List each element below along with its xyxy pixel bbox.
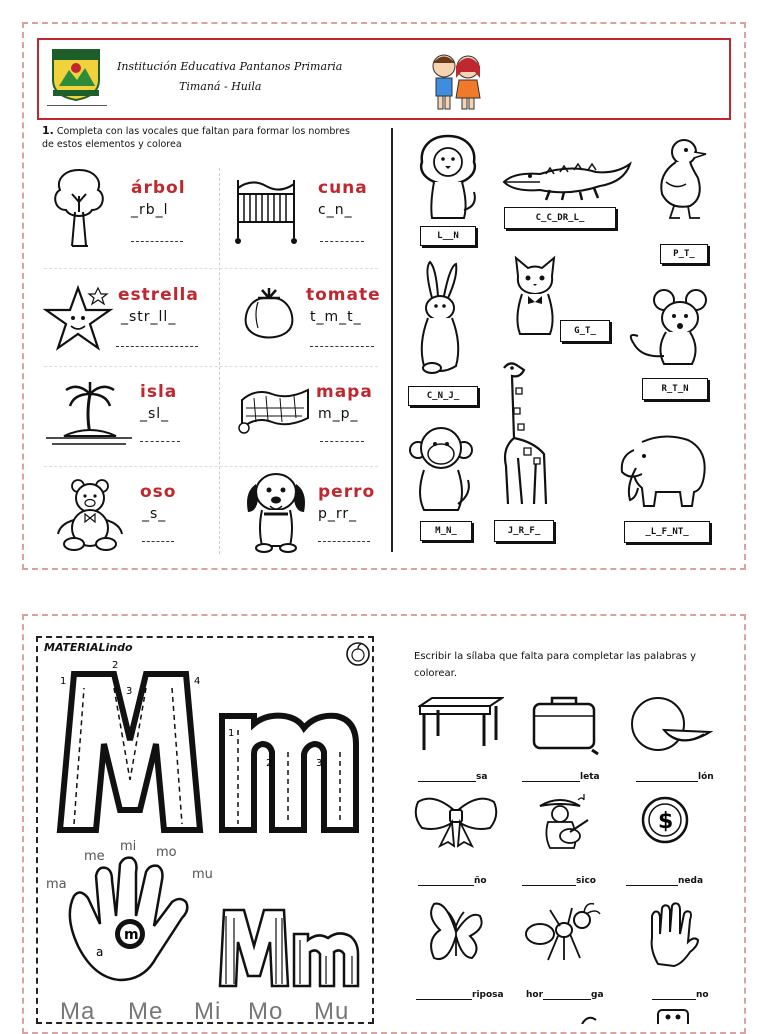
instruction-1 bbox=[42, 124, 362, 151]
syllable-me: me bbox=[84, 849, 105, 864]
answer-blank[interactable] bbox=[418, 781, 476, 782]
school-crest-icon bbox=[49, 46, 103, 102]
answer-blank[interactable] bbox=[543, 999, 591, 1000]
item-suffix: sa bbox=[476, 772, 488, 782]
institution-name: Institución Educativa Pantanos Primaria bbox=[117, 60, 343, 73]
pattern-tomate: t_m_t_ bbox=[310, 309, 362, 325]
block-letters-icon bbox=[214, 896, 364, 992]
instruction-number: 1. bbox=[42, 124, 54, 137]
answer-line-estrella[interactable] bbox=[116, 346, 198, 347]
worksheet-header bbox=[37, 38, 731, 120]
musician-icon bbox=[530, 792, 592, 852]
table-icon bbox=[418, 696, 504, 752]
answer-line-tomate[interactable] bbox=[310, 346, 374, 347]
label-duck[interactable]: P_T_ bbox=[660, 244, 708, 264]
center-letter: m bbox=[124, 927, 139, 943]
bottom-syllable-ma: Ma bbox=[60, 998, 96, 1025]
stroke-number: 1 bbox=[228, 728, 235, 739]
elephant-icon bbox=[612, 428, 712, 508]
word-mapa: mapa bbox=[316, 382, 373, 402]
answer-line-cuna[interactable] bbox=[320, 241, 364, 242]
stroke-number: 3 bbox=[126, 686, 133, 697]
instruction-text: Completa con las vocales que faltan para formar los nombres de estos elementos y colorea bbox=[42, 126, 350, 150]
answer-blank[interactable] bbox=[652, 999, 696, 1000]
item-3 bbox=[636, 772, 714, 782]
item-suffix: neda bbox=[678, 876, 704, 886]
answer-blank[interactable] bbox=[636, 781, 698, 782]
rabbit-icon bbox=[412, 258, 464, 378]
traced-letters bbox=[44, 660, 366, 840]
pattern-oso: _s_ bbox=[142, 506, 167, 522]
stroke-number: 1 bbox=[60, 676, 67, 687]
answer-line-arbol[interactable] bbox=[131, 241, 183, 242]
monkey-icon bbox=[408, 424, 474, 516]
item-2 bbox=[522, 772, 600, 782]
label-giraffe[interactable]: J_R_F_ bbox=[494, 520, 554, 542]
answer-blank[interactable] bbox=[522, 781, 580, 782]
instruction-2: Escribir la sílaba que falta para completar las palabras y colorear. bbox=[414, 651, 697, 679]
vertical-divider bbox=[391, 128, 393, 552]
item-prefix: hor bbox=[526, 990, 544, 1000]
pattern-estrella: _str_ll_ bbox=[121, 309, 177, 325]
item-suffix: sico bbox=[576, 876, 596, 886]
item-9 bbox=[652, 990, 709, 1000]
syllable-mi: mi bbox=[120, 839, 137, 854]
partial-icon bbox=[580, 1014, 600, 1024]
item-6 bbox=[626, 876, 703, 886]
giraffe-icon bbox=[494, 358, 556, 508]
item-suffix: ño bbox=[474, 876, 487, 886]
label-mouse[interactable]: R_T_N bbox=[642, 378, 708, 400]
item-7 bbox=[416, 990, 504, 1000]
answer-line-mapa[interactable] bbox=[320, 441, 364, 442]
map-icon bbox=[236, 384, 314, 436]
syllable-mu: mu bbox=[192, 867, 213, 882]
word-isla: isla bbox=[140, 382, 178, 402]
hand-icon bbox=[644, 900, 700, 968]
stroke-number: 3 bbox=[316, 758, 323, 769]
syllable-letter-a: a bbox=[96, 945, 104, 959]
row-divider bbox=[44, 466, 378, 467]
row-divider bbox=[44, 366, 378, 367]
label-cat[interactable]: G_T_ bbox=[560, 320, 610, 342]
tomato-icon bbox=[240, 284, 298, 346]
mouse-icon bbox=[622, 288, 714, 370]
word-perro: perro bbox=[318, 482, 376, 502]
word-estrella: estrella bbox=[118, 285, 199, 305]
bottom-syllable-mu: Mu bbox=[314, 998, 350, 1025]
brand-logo: MATERIALindo bbox=[44, 641, 133, 654]
svg-text:$: $ bbox=[658, 809, 674, 834]
item-suffix: no bbox=[696, 990, 709, 1000]
answer-line-oso[interactable] bbox=[142, 541, 174, 542]
coin-icon bbox=[640, 792, 690, 848]
bow-icon bbox=[410, 792, 502, 848]
die-icon bbox=[654, 1008, 694, 1024]
word-arbol: árbol bbox=[131, 178, 186, 198]
item-5 bbox=[522, 876, 596, 886]
melon-icon bbox=[628, 696, 714, 752]
pattern-isla: _sl_ bbox=[140, 406, 170, 422]
item-suffix: riposa bbox=[472, 990, 504, 1000]
stroke-number: 2 bbox=[266, 758, 273, 769]
label-rabbit[interactable]: C_N_J_ bbox=[408, 386, 478, 406]
word-oso: oso bbox=[140, 482, 177, 502]
crib-icon bbox=[232, 172, 300, 246]
dog-icon bbox=[240, 468, 314, 554]
label-elephant[interactable]: _L_F_NT_ bbox=[624, 521, 710, 543]
answer-blank[interactable] bbox=[522, 885, 576, 886]
answer-blank[interactable] bbox=[416, 999, 472, 1000]
pattern-perro: p_rr_ bbox=[318, 506, 358, 522]
teddy-bear-icon bbox=[52, 478, 128, 552]
item-1 bbox=[418, 772, 487, 782]
duck-icon bbox=[652, 134, 714, 224]
island-icon bbox=[44, 378, 134, 448]
crest-underline bbox=[47, 105, 107, 106]
label-monkey[interactable]: M_N_ bbox=[420, 521, 472, 541]
answer-line-isla[interactable] bbox=[140, 441, 180, 442]
answer-line-perro[interactable] bbox=[318, 541, 370, 542]
item-suffix: ga bbox=[591, 990, 604, 1000]
stroke-number: 4 bbox=[194, 676, 201, 687]
item-4 bbox=[418, 876, 487, 886]
item-8 bbox=[526, 990, 604, 1000]
pattern-mapa: m_p_ bbox=[318, 406, 359, 422]
word-cuna: cuna bbox=[318, 178, 368, 198]
answer-blank[interactable] bbox=[418, 885, 474, 886]
syllable-mo: mo bbox=[156, 845, 177, 860]
bottom-syllable-mo: Mo bbox=[248, 998, 284, 1025]
children-icon bbox=[427, 50, 485, 112]
item-suffix: leta bbox=[580, 772, 600, 782]
pattern-arbol: _rb_l bbox=[131, 202, 169, 218]
lion-icon bbox=[412, 132, 486, 222]
row-divider bbox=[44, 268, 378, 269]
butterfly-icon bbox=[426, 896, 486, 968]
tree-icon bbox=[50, 166, 108, 250]
star-icon bbox=[42, 282, 114, 356]
suitcase-icon bbox=[528, 694, 600, 756]
cat-icon bbox=[508, 254, 562, 338]
bottom-syllable-me: Me bbox=[128, 998, 164, 1025]
bottom-syllable-mi: Mi bbox=[194, 998, 222, 1025]
syllable-ma: ma bbox=[46, 877, 67, 892]
item-suffix: lón bbox=[698, 772, 714, 782]
institution-location: Timaná - Huila bbox=[179, 80, 262, 93]
label-crocodile[interactable]: C_C_DR_L_ bbox=[504, 207, 616, 229]
stroke-number: 2 bbox=[112, 660, 119, 671]
pattern-cuna: c_n_ bbox=[318, 202, 353, 218]
ant-icon bbox=[520, 900, 604, 964]
answer-blank[interactable] bbox=[626, 885, 678, 886]
hand-syllables-icon bbox=[44, 836, 224, 1000]
word-tomate: tomate bbox=[306, 285, 381, 305]
column-divider bbox=[219, 168, 220, 554]
label-lion[interactable]: L__N bbox=[420, 226, 476, 246]
crocodile-icon bbox=[500, 152, 634, 202]
